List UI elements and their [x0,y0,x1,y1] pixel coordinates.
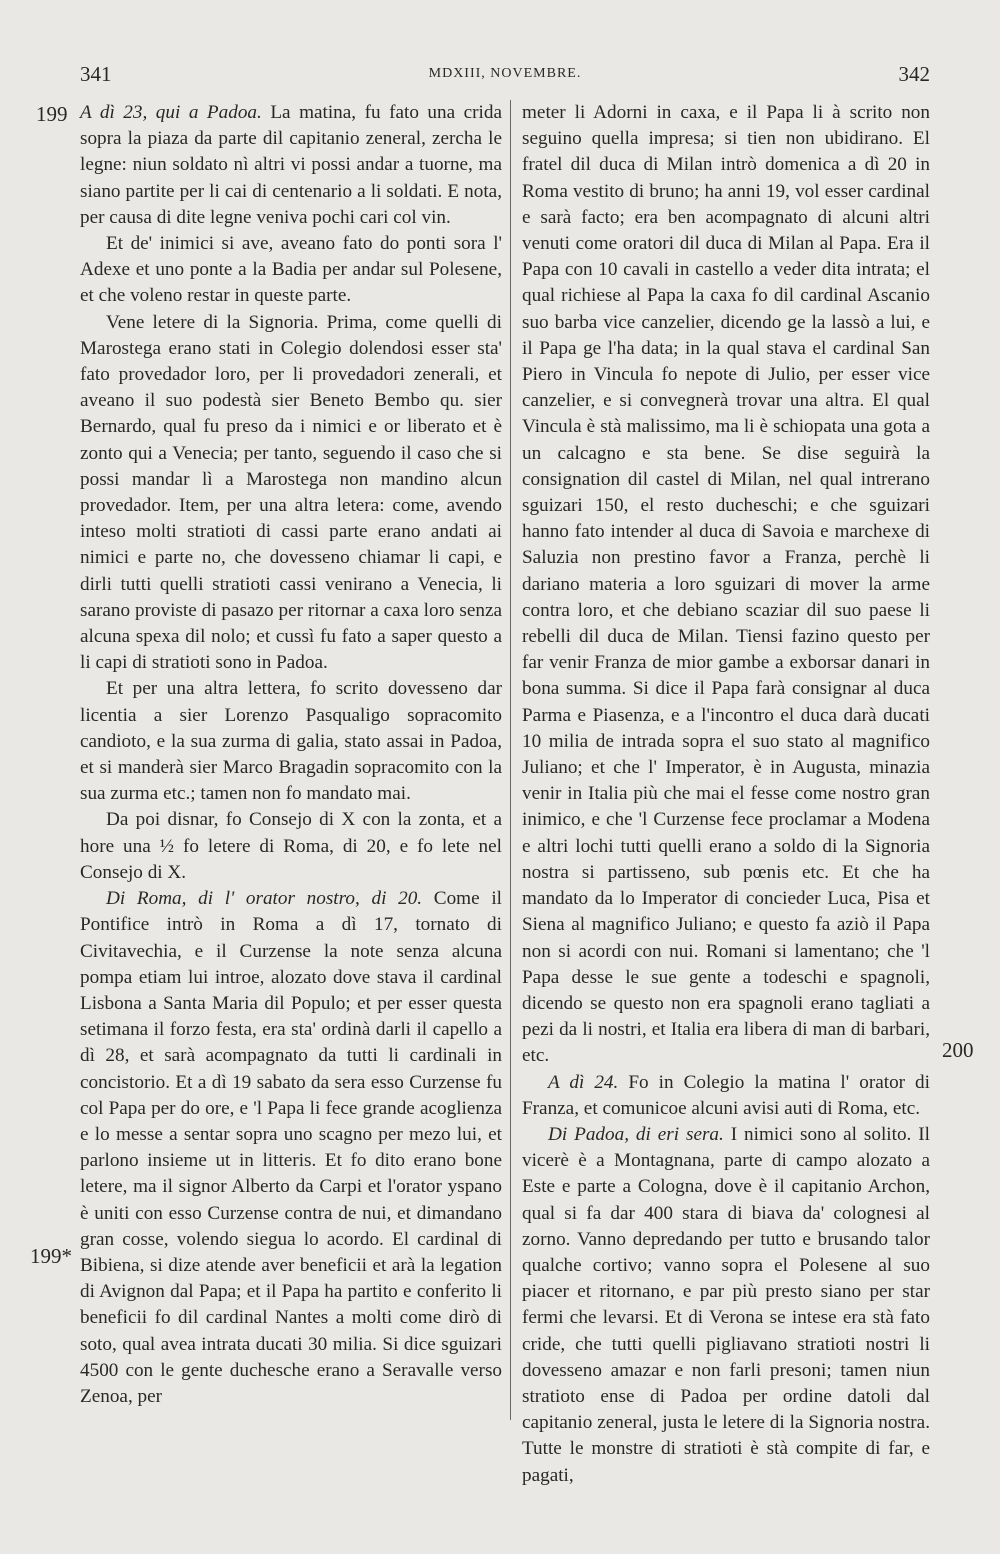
paragraph-text: Fo in Colegio la matina l' orator di Franza, et comunicoe alcuni avisi auti di Roma, etc. [522,1071,930,1119]
paragraph-text: Vene letere di la Signoria. Prima, come quelli di Marostega erano stati in Colegio dolendosi esser sta' fato provedador loro, per li provedadori zenerali, et aveano il suo podestà sier Beneto Bembo qu. sier Bernardo, qual fu preso da i nimici e or liberato et è zonto qui a Venecia; per tanto, seguendo il caso che si possi mandar lì a Marostega non mandino alcun provedador. Item, per una altra letera: come, avendo inteso molti stratioti di cassi parte erano andati ai nimici e parte no, che dovesseno chiamar li capi, e dirli tutti quelli stratioti cassi venirano a Venecia, li sarano proviste di pasazo per ritornar a caxa loro senza alcuna spexa dil nolo; et cussì fu fato a saper questo a li capi di stratioti sono in Padoa. [80,311,502,674]
page-number-right: 342 [898,62,930,86]
running-title: MDXIII, NOVEMBRE. [428,66,582,81]
paragraph-text: Da poi disnar, fo Consejo di X con la zonta, et a hore una ½ fo letere di Roma, di 20, e fo lete nel Consejo di X. [80,809,502,883]
paragraph [522,100,930,1070]
margin-number-199: 199 [36,102,68,126]
column-divider [510,100,511,1420]
paragraph [80,310,502,677]
paragraph [80,886,502,1410]
paragraph-lead: Di Padoa, di eri sera. [548,1123,724,1145]
running-header [80,62,930,92]
paragraph [80,807,502,886]
margin-number-200: 200 [942,1038,974,1062]
left-column [80,100,502,1410]
paragraph-text: meter li Adorni in caxa, e il Papa li à scrito non seguino quella impresa; si tien non ubidirano. El fratel dil duca di Milan intrò domenica a dì 20 in Roma vestito di bruno; ha anni 19, vol esser cardinal e sarà facto; era ben acompagnato di alcuni altri venuti come oratori dil duca di Milan al Papa. Era il Papa con 10 cavali in castello a veder dita intrata; el qual richiese al Papa la caxa fo dil cardinal Ascanio suo barba vice canzelier, dicendo ge la lassò a lui, e il Papa ge l'ha data; in la qual stava el cardinal San Piero in Vincula fo nepote di Julio, per esser vice canzelier, e si convegnerà trovar una altra. El qual Vincula è stà malissimo, ma li è schiopata una gota a un calcagno e sta bene. Se dise seguirà la consignation dil castel di Milan, nel qual intrerano sguizari 150, el resto ducheschi; e che sguizari hanno fato intender al duca di Savoia e marchexe di Saluzia non prestino favor a Franza, perchè li dariano materia a loro sguizari di mover la arme contra loro, et che debiano scaziar dil suo paese li rebelli dil duca de Milan. Tiensi fazino questo per far venir Franza de mior gambe a exborsar danari in bona summa. Si dice il Papa farà consignar al duca Parma e Piasenza, e a l'incontro el duca darà ducati 10 milia de intrada sopra el suo stato al magnifico Juliano; et che l' Imperator, è in Augusta, minazia venir in Italia più che mai el fesse come nostro gran inimico, e che 'l Curzense fece proclamar a Modena e altri lochi tutti quelli erano a soldo di la Signoria nostra si partisseno, sub pœnis etc. Et che ha mandato da lo Imperator di concieder Luca, Pisa et Siena al magnifico Juliano; e questo fa aziò il Papa non si acordi con nui. Romani si lamentano; che 'l Papa desse le sue gente a todeschi e spagnoli, dicendo se questo non era spagnoli erano tagliati a pezi da li nostri, et Italia era libera di man di barbari, etc. [522,102,930,1067]
right-column [522,100,930,1489]
page-number-left: 341 [80,62,112,86]
paragraph [80,676,502,807]
paragraph-text: Come il Pontifice intrò in Roma a dì 17, tornato di Civitavechia, e il Curzense la note senza alcuna pompa etiam lui introe, alozato dove stava il cardinal Lisbona a Santa Maria dil Populo; et per esser questa setimana il forzo festa, era sta' ordinà darli il capello a dì 28, et sarà acompagnato da tutti li cardinali in concistorio. Et a dì 19 sabato da sera esso Curzense fu col Papa per do ore, e 'l Papa li fece grande acoglienza e lo messe a sentar sopra uno scagno per mezo lui, et parlono insieme ut in litteris. Et fo dito erano bone letere, ma il signor Alberto da Carpi et l'orator yspano è uniti con esso Curzense contra de nui, et dimandano gran cosse, volendo siegua lo acordo. El cardinal di Bibiena, si dize atende aver beneficii et arà la legation di Avignon dal Papa; et il Papa ha partito e conferito li beneficii fo dil cardinal Nantes a molti come dirò di soto, qual avea intrata ducati 30 milia. Si dice sguizari 4500 con le gente duchesche erano a Seravalle verso Zenoa, per [80,888,502,1407]
paragraph [522,1070,930,1122]
paragraph [80,100,502,231]
paragraph-text: Et de' inimici si ave, aveano fato do ponti sora l' Adexe et uno ponte a la Badia per andar sul Polesene, et che voleno restar in queste parte. [80,233,502,307]
paragraph-text: I nimici sono al solito. Il vicerè è a Montagnana, parte di campo alozato a Este e parte a Cologna, dove è il capitanio Archon, qual si fa dar 400 stara di biava da' colognesi al zorno. Vanno depredando per tutto e brusando talor qualche cortivo; vanno sopra el Polesene al suo piacer et ritornano, e par più presto siano per star fermi che levarsi. Et di Verona se intese era stà fato cride, che tutti quelli pigliavano stratioti nostri li dovesseno amazar e non farli presoni; tamen niun stratioto ense di Padoa per ordine datoli dal capitanio zeneral, justa le letere di la Signoria nostra. Tutte le monstre di stratioti è stà compite di far, e pagati, [522,1123,930,1486]
paragraph [522,1122,930,1489]
paragraph-lead: Di Roma, di l' orator nostro, di 20. [106,888,423,910]
paragraph-lead: A dì 24. [548,1071,619,1093]
paragraph-text: Et per una altra lettera, fo scrito dovesseno dar licentia a sier Lorenzo Pasqualigo sopracomito candioto, e la sua zurma di galia, stato assai in Padoa, et si manderà sier Marco Bragadin sopracomito con la sua zurma etc.; tamen non fo mandato mai. [80,678,502,805]
paragraph [80,231,502,310]
margin-number-199-star: 199* [30,1244,72,1268]
paragraph-lead: A dì 23, qui a Padoa. [80,102,262,123]
paragraph-text: La matina, fu fato una crida sopra la piaza da parte dil capitanio zeneral, zercha le legne: niun soldato nì altri vi possi andar a tuorne, ma siano partite per li cai di centenario a li soldati. E nota, per causa di dite legne veniva pochi cari col vin. [80,102,502,228]
